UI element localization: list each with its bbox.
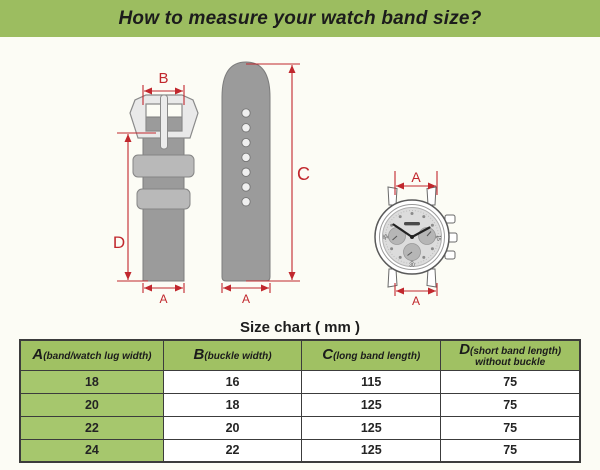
cell-d: 75 — [441, 439, 580, 462]
page-title: How to measure your watch band size? — [118, 7, 482, 29]
size-chart-heading: Size chart ( mm ) — [239, 319, 361, 336]
watch-face-illustration — [375, 187, 457, 287]
svg-text:15: 15 — [435, 235, 441, 241]
dimension-b-label: B — [158, 70, 169, 87]
strap-keeper-loop-2 — [137, 189, 190, 209]
cell-a: 18 — [20, 370, 163, 393]
cell-a: 20 — [20, 393, 163, 416]
dimension-a-short-strap-width — [143, 283, 184, 306]
cell-d: 75 — [441, 416, 580, 439]
cell-c: 125 — [302, 393, 441, 416]
size-chart-header-row — [20, 340, 580, 370]
dimension-a-watch-top-label: A — [411, 169, 421, 185]
strap-keeper-loop-1 — [133, 155, 194, 177]
cell-c: 115 — [302, 370, 441, 393]
cell-b: 16 — [163, 370, 301, 393]
cell-d: 75 — [441, 393, 580, 416]
long-strap-illustration — [222, 62, 270, 281]
short-strap-with-buckle-illustration — [130, 95, 198, 281]
watch-band-measurement-diagram — [0, 37, 600, 318]
cell-d: 75 — [441, 370, 580, 393]
column-header-a: A(band/watch lug width) — [20, 340, 163, 370]
dimension-a-band-label: A — [241, 292, 251, 306]
dimension-a-watch-lug-bottom — [395, 283, 437, 308]
buckle-prong — [161, 95, 168, 149]
cell-a: 24 — [20, 439, 163, 462]
column-header-b: B(buckle width) — [163, 340, 301, 370]
cell-b: 22 — [163, 439, 301, 462]
title-bar — [0, 0, 600, 37]
cell-b: 18 — [163, 393, 301, 416]
cell-c: 125 — [302, 416, 441, 439]
hands-center-pivot — [410, 235, 414, 239]
dimension-c-label: C — [297, 164, 310, 184]
size-chart-table — [19, 339, 581, 463]
dimension-a-strap-label: A — [159, 292, 168, 306]
column-header-d: D(short band length) without buckle — [441, 340, 580, 370]
cell-c: 125 — [302, 439, 441, 462]
table-row — [20, 416, 580, 439]
cell-a: 22 — [20, 416, 163, 439]
dimension-a-watch-bottom-label: A — [411, 294, 421, 308]
svg-text:45: 45 — [383, 234, 389, 240]
column-header-c: C(long band length) — [302, 340, 441, 370]
cell-b: 20 — [163, 416, 301, 439]
watch-logo — [404, 222, 420, 225]
table-row — [20, 370, 580, 393]
dimension-a-long-strap-width — [222, 283, 270, 306]
table-row — [20, 439, 580, 462]
table-row — [20, 393, 580, 416]
dimension-d-label: D — [112, 233, 126, 252]
svg-text:30: 30 — [409, 262, 415, 269]
